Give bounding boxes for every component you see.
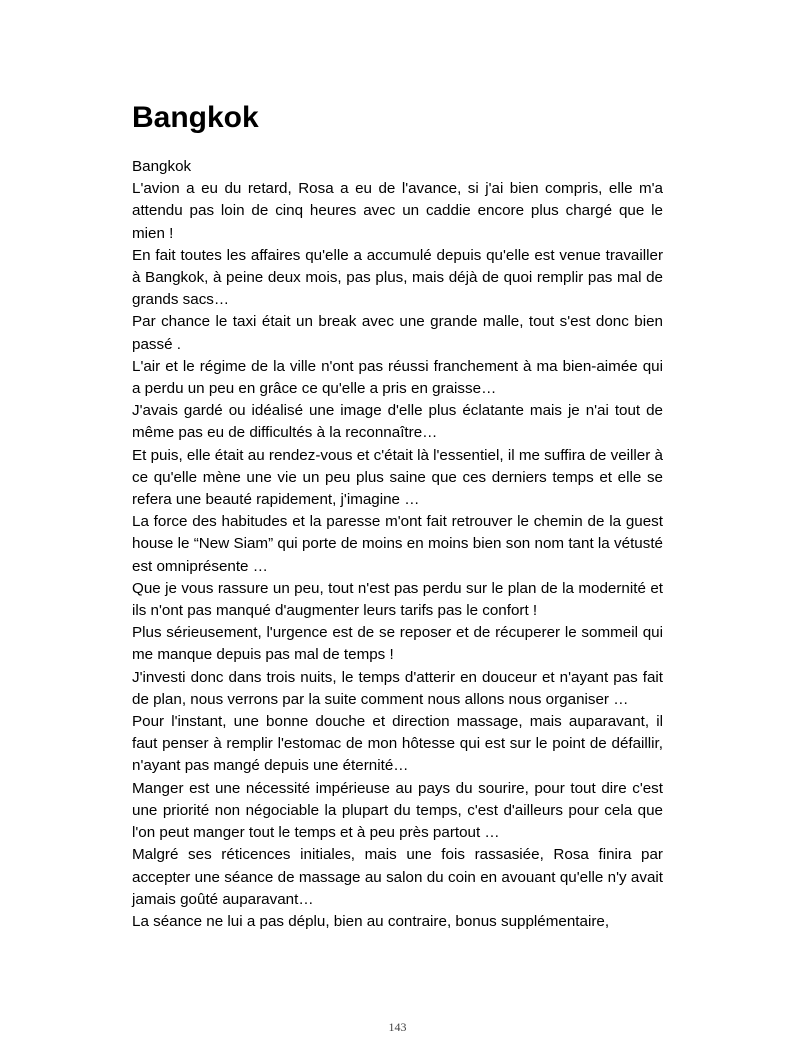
paragraph: La force des habitudes et la paresse m'ont fait retrouver le chemin de la guest house le “New Siam” qui porte de moins en moins bien son nom tant la vétusté est omniprésente … <box>132 513 663 575</box>
paragraph: Que je vous rassure un peu, tout n'est pas perdu sur le plan de la modernité et ils n'ont pas manqué d'augmenter leurs tarifs pas le confort ! <box>132 579 663 620</box>
paragraph: Plus sérieusement, l'urgence est de se reposer et de récuperer le sommeil qui me manque depuis pas mal de temps ! <box>132 624 663 664</box>
paragraph: J'investi donc dans trois nuits, le temps d'atterir en douceur et n'ayant pas fait de plan, nous verrons par la suite comment nous allons nous organiser … <box>132 668 663 708</box>
paragraph: En fait toutes les affaires qu'elle a accumulé depuis qu'elle est venue travailler à Bangkok, à peine deux mois, pas plus, mais déjà de quoi remplir pas mal de grands sacs… <box>132 246 663 309</box>
page-number: 143 <box>388 1020 407 1034</box>
paragraph: Malgré ses réticences initiales, mais une fois rassasiée, Rosa finira par accepter une séance de massage au salon du coin en avouant qu'elle n'y avait jamais goûté auparavant… <box>132 846 663 908</box>
paragraph: Pour l'instant, une bonne douche et direction massage, mais auparavant, il faut penser à remplir l'estomac de mon hôtesse qui est sur le point de défaillir, n'ayant pas mangé depuis une éternité… <box>132 713 663 775</box>
paragraph: J'avais gardé ou idéalisé une image d'elle plus éclatante mais je n'ai tout de même pas eu de difficultés à la reconnaître… <box>132 402 663 442</box>
paragraph: Par chance le taxi était un break avec une grande malle, tout s'est donc bien passé . <box>132 313 663 353</box>
paragraph: L'air et le régime de la ville n'ont pas réussi franchement à ma bien-aimée qui a perdu un peu en grâce ce qu'elle a pris en graisse… <box>132 357 663 398</box>
chapter-title: Bangkok <box>132 101 259 134</box>
paragraph: Bangkok <box>132 158 192 175</box>
paragraph: Et puis, elle était au rendez-vous et c'était là l'essentiel, il me suffira de veiller à ce qu'elle mène une vie un peu plus saine que ces derniers temps et elle se refera une beauté rapidement, j'imagine … <box>132 446 663 509</box>
chapter-body <box>132 156 663 933</box>
paragraph: L'avion a eu du retard, Rosa a eu de l'avance, si j'ai bien compris, elle m'a attendu pas loin de cinq heures avec un caddie encore plus chargé que le mien ! <box>132 180 663 242</box>
paragraph: La séance ne lui a pas déplu, bien au contraire, bonus supplémentaire, <box>132 912 610 930</box>
paragraph: Manger est une nécessité impérieuse au pays du sourire, pour tout dire c'est une priorité non négociable la plupart du temps, c'est d'ailleurs pour cela que l'on peut manger tout le temps et à peu près partout … <box>132 779 663 842</box>
